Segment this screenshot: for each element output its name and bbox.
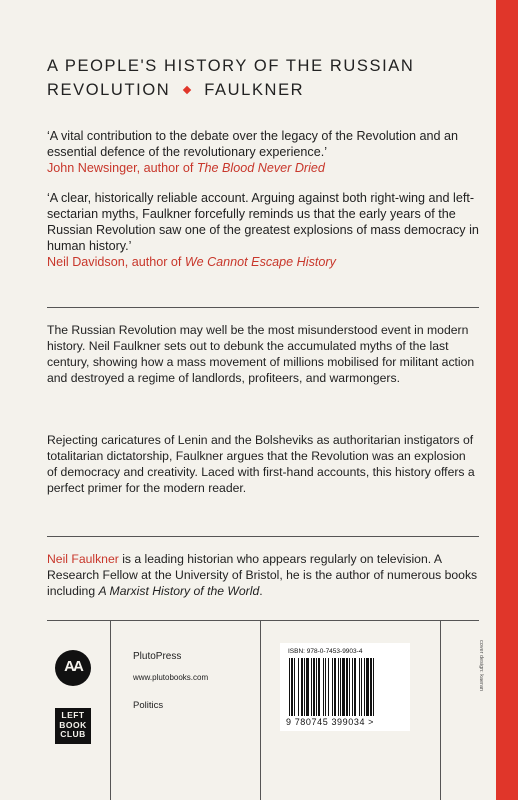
cover-design-credit: cover design: kaeran: [478, 640, 484, 692]
logo-line: CLUB: [60, 729, 86, 739]
barcode-bar: [313, 658, 315, 716]
blurb-paragraph-2: [47, 432, 479, 496]
attribution-book: We Cannot Escape History: [184, 255, 336, 269]
author-name: Neil Faulkner: [47, 552, 119, 566]
left-book-club-logo: [55, 708, 91, 744]
barcode-bar: [373, 658, 374, 716]
logo-line: BOOK: [59, 719, 87, 730]
barcode-bar: [311, 658, 312, 716]
title-line-1: A PEOPLE'S HISTORY OF THE RUSSIAN: [47, 57, 415, 75]
endorsements: [47, 128, 479, 270]
blurb-paragraph-1: [47, 322, 479, 386]
column-divider: [110, 620, 111, 800]
logo-letters: AA: [64, 658, 82, 675]
book-title: [47, 54, 467, 102]
endorsement-2: [47, 190, 479, 270]
barcode-bar: [359, 658, 360, 716]
author-bio: [47, 551, 479, 599]
barcode-bar: [306, 658, 309, 716]
barcode-bar: [342, 658, 345, 716]
title-line-2: [47, 78, 467, 102]
blurb-text: The Russian Revolution may well be the most misunderstood event in modern history. Neil Faulkner sets out to debunk the accumulated myths of the last century, showing how a mass movement of millions mobilised for militant action and destroyed a regime of landlords, profiteers, and warmongers.: [47, 323, 475, 385]
barcode-bar: [291, 658, 293, 716]
pluto-press-logo: [55, 650, 91, 686]
divider: [47, 307, 479, 308]
barcode-bar: [294, 658, 295, 716]
barcode-bar: [289, 658, 290, 716]
quote-text: ‘A vital contribution to the debate over the legacy of the Revolution and an essential defence of the revolutionary experience.’: [47, 129, 458, 159]
barcode-bar: [352, 658, 353, 716]
column-divider: [260, 620, 261, 800]
barcode-bar: [334, 658, 336, 716]
author-book: A Marxist History of the World: [98, 584, 260, 598]
barcode-bars: [287, 658, 403, 716]
barcode-bar: [349, 658, 350, 716]
attribution-name: John Newsinger, author of: [47, 161, 197, 175]
attribution-name: Neil Davidson, author of: [47, 255, 185, 269]
attribution-book: The Blood Never Dried: [196, 161, 325, 175]
barcode-bar: [354, 658, 356, 716]
barcode-bar: [346, 658, 348, 716]
title-revolution: REVOLUTION: [47, 81, 171, 99]
barcode-bar: [298, 658, 299, 716]
divider: [47, 536, 479, 537]
book-category: Politics: [133, 700, 164, 711]
publisher-name: PlutoPress: [133, 651, 182, 662]
barcode-bar: [361, 658, 362, 716]
logo-line: LEFT: [61, 710, 85, 720]
barcode-bar: [370, 658, 372, 716]
barcode-digits: 9 780745 399034 >: [286, 717, 375, 727]
endorsement-1: [47, 128, 479, 176]
barcode-bar: [340, 658, 341, 716]
isbn-label: ISBN: 978-0-7453-9903-4: [288, 648, 363, 655]
quote-text: ‘A clear, historically reliable account. Arguing against both right-wing and left-sectarian myths, Faulkner forcefully reminds us that the early years of the Russian Revolution saw one of the greatest explosions of mass democracy in human history.’: [47, 191, 479, 253]
barcode-bar: [323, 658, 324, 716]
author-bio-text: is a leading historian who appears regularly on television. A Research Fellow at the University of Bristol, he is the author of numerous books including: [47, 552, 478, 598]
publisher-url: www.plutobooks.com: [133, 673, 209, 682]
title-author: FAULKNER: [204, 81, 305, 99]
diamond-separator-icon: [183, 85, 191, 93]
quote-attribution: [47, 160, 479, 176]
column-divider: [440, 620, 441, 800]
barcode-bar: [325, 658, 326, 716]
barcode-bar: [318, 658, 320, 716]
barcode-bar: [332, 658, 333, 716]
barcode-bar: [338, 658, 339, 716]
barcode-bar: [301, 658, 303, 716]
barcode-bar: [366, 658, 369, 716]
divider: [47, 620, 479, 621]
barcode: [280, 643, 410, 731]
barcode-bar: [328, 658, 329, 716]
red-edge-strip: [496, 0, 518, 800]
punctuation: .: [259, 584, 263, 598]
blurb-text: Rejecting caricatures of Lenin and the Bolsheviks as authoritarian instigators of totalitarian dictatorship, Faulkner argues that the Revolution was an explosion of democracy and creativity. Laced with first-hand accounts, this history offers a perfect primer for the modern reader.: [47, 433, 475, 495]
barcode-bar: [316, 658, 317, 716]
quote-attribution: [47, 254, 479, 270]
barcode-bar: [304, 658, 305, 716]
barcode-bar: [364, 658, 365, 716]
